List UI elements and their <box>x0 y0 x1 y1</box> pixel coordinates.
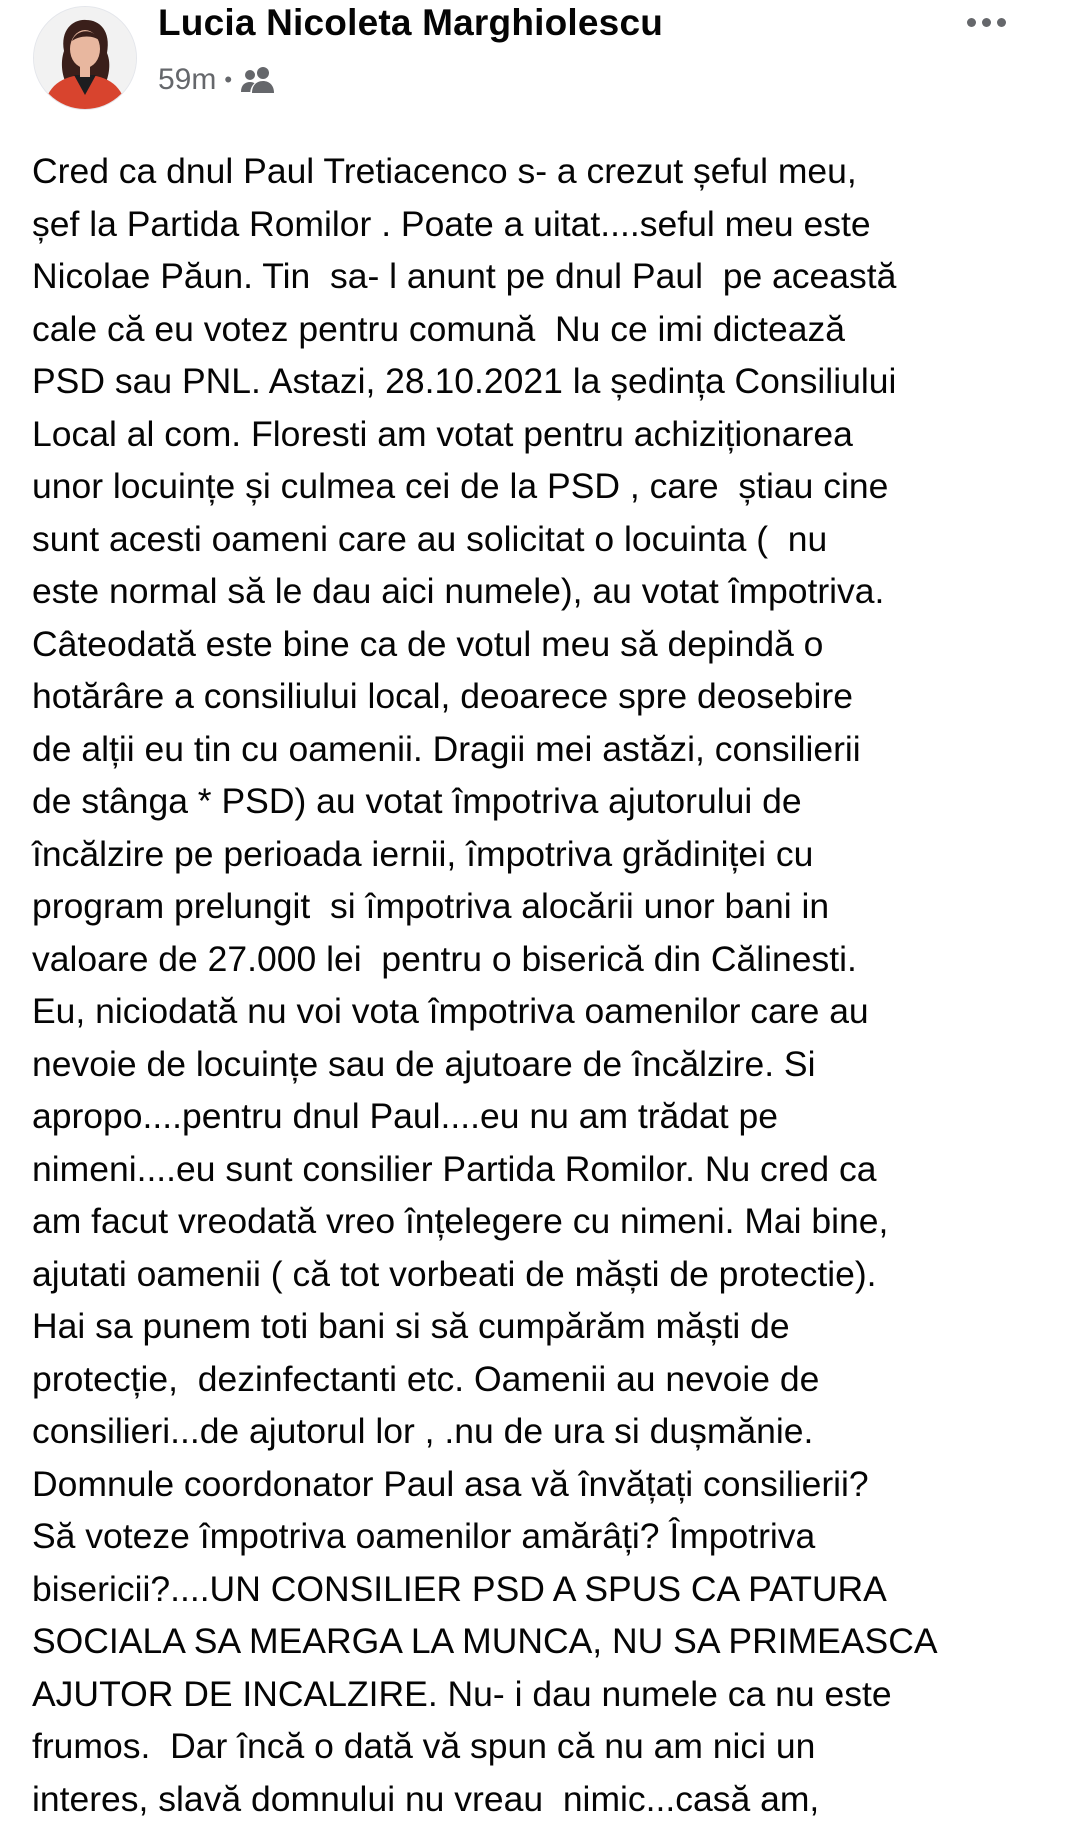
post-text-line: Hai sa punem toti bani si să cumpărăm măști de <box>32 1306 790 1346</box>
post-text-line: sunt acesti oameni care au solicitat o locuinta ( nu <box>32 518 828 559</box>
post-text-line: nimeni....eu sunt consilier Partida Romilor. Nu cred ca <box>32 1148 877 1189</box>
post-text-line: am facut vreodată vreo înțelegere cu nimeni. Mai bine, <box>32 1201 889 1241</box>
author-name[interactable]: Lucia Nicoleta Marghiolescu <box>158 2 664 43</box>
post-text-line: Cred ca dnul Paul Tretiacenco s- a crezut șeful meu, <box>32 151 857 191</box>
post-text-line: cale că eu votez pentru comună Nu ce imi dictează <box>32 308 845 349</box>
post-text-line: nevoie de locuințe sau de ajutoare de încălzire. Si <box>32 1043 816 1084</box>
post-text-line: de stânga * PSD) au votat împotriva ajutorului de <box>32 781 802 821</box>
post-text-line: Local al com. Floresti am votat pentru achiziționarea <box>32 413 853 454</box>
post-text-line: șef la Partida Romilor . Poate a uitat....seful meu este <box>32 203 871 244</box>
post-text-line: bisericii?....UN CONSILIER PSD A SPUS CA PATURA <box>32 1568 887 1609</box>
post-header <box>0 0 1066 110</box>
more-dot <box>982 18 991 27</box>
post-text-line: ajutati oamenii ( că tot vorbeati de măști de protectie). <box>32 1253 877 1294</box>
meta-separator: • <box>224 67 233 92</box>
post-text-line: frumos. Dar încă o dată vă spun că nu am nici un <box>32 1726 816 1766</box>
post-text-line: SOCIALA SA MEARGA LA MUNCA, NU SA PRIMEASCA <box>32 1621 938 1661</box>
post-text-line: de alții eu tin cu oamenii. Dragii mei astăzi, consilierii <box>32 728 861 769</box>
post-text-line: interes, slavă domnului nu vreau nimic...casă am, <box>32 1778 820 1819</box>
post-text-line: Domnule coordonator Paul asa vă învățați consilierii? <box>32 1463 869 1504</box>
author-avatar[interactable] <box>33 6 137 110</box>
profile-photo-icon <box>34 7 136 109</box>
post-body <box>32 145 1062 1825</box>
post-text-line: AJUTOR DE INCALZIRE. Nu- i dau numele ca nu este <box>32 1673 892 1714</box>
more-horizontal-icon[interactable] <box>956 4 1016 40</box>
post-text-line: protecție, dezinfectanti etc. Oamenii au nevoie de <box>32 1358 820 1399</box>
post-text-line: hotărâre a consiliului local, deoarece spre deosebire <box>32 676 853 716</box>
post-text-line: program prelungit si împotriva alocării unor bani in <box>32 886 830 926</box>
friends-icon[interactable] <box>240 66 276 94</box>
post-text-line: Câteodată este bine ca de votul meu să depindă o <box>32 623 824 664</box>
post-timestamp[interactable]: 59m <box>158 63 217 96</box>
post-text-line: apropo....pentru dnul Paul....eu nu am trădat pe <box>32 1096 779 1136</box>
more-dot <box>967 18 976 27</box>
post-text-line: valoare de 27.000 lei pentru o biserică din Călinesti. <box>32 938 857 979</box>
more-dot <box>997 18 1006 27</box>
post-text-line: consilieri...de ajutorul lor , .nu de ura si dușmănie. <box>32 1411 814 1451</box>
post-text-line: Eu, niciodată nu voi vota împotriva oamenilor care au <box>32 991 869 1031</box>
post-meta <box>158 62 276 98</box>
post-text-line: unor locuințe și culmea cei de la PSD , care știau cine <box>32 466 889 506</box>
post-text-line: este normal să le dau aici numele), au votat împotriva. <box>32 571 885 611</box>
post-text-line: Nicolae Păun. Tin sa- l anunt pe dnul Paul pe această <box>32 256 897 296</box>
post-text-line: Să voteze împotriva oamenilor amărâți? Împotriva <box>32 1516 816 1556</box>
post-text-line: încălzire pe perioada iernii, împotriva grădiniței cu <box>32 833 814 874</box>
post-text-line: PSD sau PNL. Astazi, 28.10.2021 la ședința Consiliului <box>32 361 897 401</box>
